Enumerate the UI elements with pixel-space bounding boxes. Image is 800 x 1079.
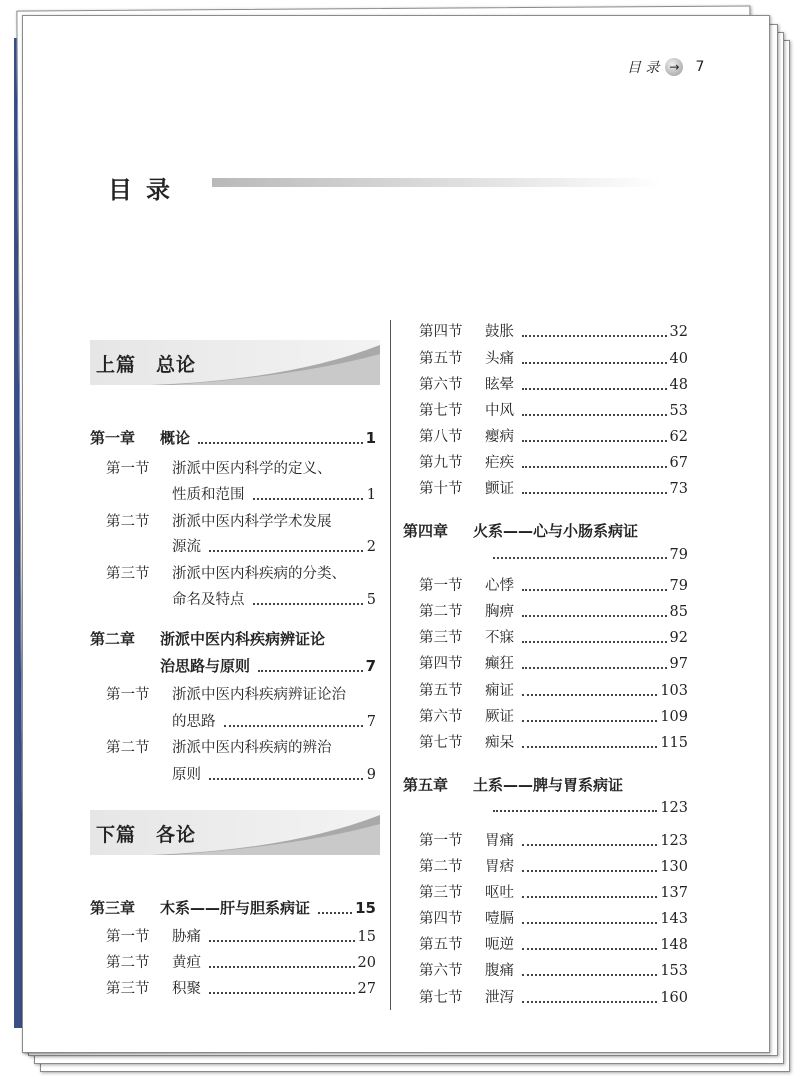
toc-title: 腹痛 (485, 963, 514, 979)
dot-leader (224, 725, 364, 727)
dot-leader (522, 896, 657, 898)
toc-title: 浙派中医内科疾病的辨治 (172, 740, 332, 756)
toc-label: 第四节 (419, 911, 463, 927)
dot-leader (318, 912, 352, 914)
toc-title: 原则 (172, 767, 201, 783)
toc-title: 胃痛 (485, 833, 514, 849)
toc-page-number: 85 (669, 604, 688, 620)
toc-title: 不寐 (485, 630, 514, 646)
toc-page-number: 20 (357, 955, 376, 971)
toc-label: 第四节 (419, 656, 463, 672)
toc-section-row[interactable] (419, 800, 688, 816)
toc-title: 土系——脾与胃系病证 (473, 776, 624, 794)
toc-label: 第八节 (419, 429, 463, 445)
toc-section-row[interactable] (106, 683, 376, 704)
toc-label: 第二节 (419, 604, 463, 620)
dot-leader (522, 694, 657, 696)
toc-title: 心悸 (485, 578, 514, 594)
toc-title: 浙派中医内科疾病辨证论治 (172, 687, 346, 703)
toc-title: 痴呆 (485, 735, 514, 751)
toc-page-number: 5 (366, 592, 376, 608)
toc-section-row[interactable] (419, 626, 688, 647)
toc-chapter-row[interactable] (90, 628, 376, 649)
toc-label: 第三节 (419, 630, 463, 646)
toc-label: 第三节 (106, 566, 150, 582)
toc-page-number: 1 (365, 429, 376, 447)
toc-label: 第一节 (419, 578, 463, 594)
toc-label: 第五节 (419, 351, 463, 367)
dot-leader (522, 414, 667, 416)
dot-leader (522, 974, 657, 976)
toc-title: 呕吐 (485, 885, 514, 901)
toc-chapter-row[interactable] (90, 655, 376, 676)
toc-page-number: 130 (660, 859, 688, 875)
toc-section-row[interactable] (106, 535, 376, 556)
toc-section-row[interactable] (106, 588, 376, 609)
toc-page-number: 7 (365, 657, 376, 675)
toc-title: 浙派中医内科疾病的分类、 (172, 566, 346, 582)
toc-label: 第六节 (419, 709, 463, 725)
toc-page-number: 153 (660, 963, 688, 979)
toc-page-number: 67 (669, 455, 688, 471)
toc-page-number: 32 (669, 324, 688, 340)
part-title: 下篇 各论 (96, 824, 197, 846)
part-banner-1 (90, 340, 380, 385)
toc-section-row[interactable] (419, 933, 688, 954)
toc-section-row[interactable] (419, 451, 688, 472)
toc-label: 第五节 (419, 683, 463, 699)
toc-label: 第九节 (419, 455, 463, 471)
dot-leader (253, 498, 364, 500)
toc-title: 木系——肝与胆系病证 (160, 899, 311, 917)
toc-page-number: 62 (669, 429, 688, 445)
toc-label: 第二节 (419, 859, 463, 875)
dot-leader (522, 440, 667, 442)
toc-section-row[interactable] (106, 457, 376, 478)
toc-section-row[interactable] (106, 736, 376, 757)
toc-label: 第一章 (90, 429, 136, 447)
toc-title: 胸痹 (485, 604, 514, 620)
dot-leader (522, 870, 657, 872)
column-divider (390, 320, 391, 1010)
toc-label: 第六节 (419, 963, 463, 979)
toc-title: 鼓胀 (485, 324, 514, 340)
toc-page-number: 97 (669, 656, 688, 672)
toc-title: 噎膈 (485, 911, 514, 927)
toc-label: 第二章 (90, 630, 136, 648)
toc-title: 命名及特点 (172, 592, 245, 608)
dot-leader (522, 492, 667, 494)
dot-leader (209, 778, 363, 780)
toc-page-number: 48 (669, 377, 688, 393)
toc-label: 第十节 (419, 481, 463, 497)
toc-label: 第二节 (106, 740, 150, 756)
dot-leader (522, 720, 657, 722)
dot-leader (522, 388, 667, 390)
toc-title: 颤证 (485, 481, 514, 497)
toc-section-row[interactable] (106, 951, 376, 972)
toc-section-row[interactable] (419, 731, 688, 752)
toc-label: 第七节 (419, 990, 463, 1006)
toc-label: 第一节 (106, 929, 150, 945)
toc-section-row[interactable] (106, 562, 376, 583)
toc-label: 第二节 (106, 514, 150, 530)
toc-label: 第二节 (106, 955, 150, 971)
toc-page-number: 160 (660, 990, 688, 1006)
toc-section-row[interactable] (419, 705, 688, 726)
toc-page-number: 73 (669, 481, 688, 497)
toc-title: 性质和范围 (172, 487, 245, 503)
running-header (627, 57, 704, 77)
dot-leader (522, 589, 667, 591)
toc-label: 第一节 (106, 687, 150, 703)
toc-chapter-row[interactable] (403, 774, 688, 795)
toc-section-row[interactable] (419, 855, 688, 876)
toc-title: 头痛 (485, 351, 514, 367)
toc-label: 第三章 (90, 899, 136, 917)
dot-leader (209, 550, 363, 552)
toc-section-row[interactable] (419, 574, 688, 595)
toc-page-number: 137 (660, 885, 688, 901)
toc-page-number: 115 (660, 735, 688, 751)
toc-title: 治思路与原则 (160, 657, 251, 675)
toc-chapter-row[interactable] (90, 897, 376, 918)
toc-page-number: 109 (660, 709, 688, 725)
page-title: 目录 (108, 176, 184, 204)
toc-label: 第五章 (403, 776, 449, 794)
toc-page-number: 15 (357, 929, 376, 945)
toc-section-row[interactable] (106, 763, 376, 784)
part-banner-2 (90, 810, 380, 855)
toc-section-row[interactable] (419, 959, 688, 980)
toc-title: 的思路 (172, 714, 216, 730)
dot-leader (253, 603, 364, 605)
toc-title: 中风 (485, 403, 514, 419)
dot-leader (522, 1001, 657, 1003)
toc-title: 胃痞 (485, 859, 514, 875)
toc-title: 积聚 (172, 981, 201, 997)
toc-title: 浙派中医内科学学术发展 (172, 514, 332, 530)
toc-section-row[interactable] (106, 510, 376, 531)
toc-label: 第七节 (419, 403, 463, 419)
toc-title: 痫证 (485, 683, 514, 699)
toc-section-row[interactable] (419, 399, 688, 420)
toc-label: 第一节 (106, 461, 150, 477)
toc-label: 第一节 (419, 833, 463, 849)
toc-label: 第三节 (106, 981, 150, 997)
toc-page-number: 2 (366, 539, 376, 555)
toc-page-number: 148 (660, 937, 688, 953)
dot-leader (522, 667, 667, 669)
toc-title: 疟疾 (485, 455, 514, 471)
toc-page-number: 79 (669, 547, 688, 563)
dot-leader (522, 641, 667, 643)
dot-leader (522, 362, 667, 364)
dot-leader (209, 966, 355, 968)
toc-section-row[interactable] (419, 477, 688, 498)
toc-label: 第六节 (419, 377, 463, 393)
toc-page-number: 15 (355, 899, 376, 917)
toc-page-number: 143 (660, 911, 688, 927)
toc-title: 眩晕 (485, 377, 514, 393)
toc-section-row[interactable] (419, 907, 688, 928)
part-title: 上篇 总论 (96, 354, 197, 376)
toc-page-number: 123 (660, 800, 688, 816)
dot-leader (209, 940, 355, 942)
toc-chapter-row[interactable] (90, 427, 376, 448)
dot-leader (522, 746, 657, 748)
toc-title: 源流 (172, 539, 201, 555)
toc-section-row[interactable] (419, 425, 688, 446)
toc-page-number: 1 (366, 487, 376, 503)
toc-section-row[interactable] (419, 829, 688, 850)
toc-section-row[interactable] (106, 925, 376, 946)
toc-page-number: 9 (366, 767, 376, 783)
toc-title: 胁痛 (172, 929, 201, 945)
dot-leader (522, 466, 667, 468)
toc-section-row[interactable] (419, 373, 688, 394)
toc-section-row[interactable] (419, 652, 688, 673)
toc-section-row[interactable] (419, 679, 688, 700)
toc-page-number: 7 (366, 714, 376, 730)
toc-label: 第四节 (419, 324, 463, 340)
toc-page-number: 79 (669, 578, 688, 594)
toc-label: 第四章 (403, 522, 449, 540)
toc-title: 厥证 (485, 709, 514, 725)
toc-label: 第五节 (419, 937, 463, 953)
header-section: 目 录 (627, 60, 660, 76)
toc-page-number: 40 (669, 351, 688, 367)
dot-leader (258, 670, 363, 672)
toc-section-row[interactable] (419, 547, 688, 563)
dot-leader (522, 335, 667, 337)
toc-page-number: 92 (669, 630, 688, 646)
toc-page-number: 123 (660, 833, 688, 849)
dot-leader (522, 922, 657, 924)
toc-section-row[interactable] (419, 320, 688, 341)
toc-label: 第七节 (419, 735, 463, 751)
toc-section-row[interactable] (106, 483, 376, 504)
toc-section-row[interactable] (419, 600, 688, 621)
toc-page-number: 53 (669, 403, 688, 419)
toc-section-row[interactable] (106, 710, 376, 731)
dot-leader (522, 948, 657, 950)
toc-section-row[interactable] (419, 347, 688, 368)
toc-title: 浙派中医内科疾病辨证论 (160, 630, 326, 648)
dot-leader (522, 844, 657, 846)
toc-label: 第三节 (419, 885, 463, 901)
toc-title: 黄疸 (172, 955, 201, 971)
toc-title: 泄泻 (485, 990, 514, 1006)
dot-leader (493, 557, 667, 559)
dot-leader (198, 442, 363, 444)
toc-title: 浙派中医内科学的定义、 (172, 461, 332, 477)
toc-title: 概论 (160, 429, 191, 447)
toc-section-row[interactable] (419, 881, 688, 902)
toc-title: 火系——心与小肠系病证 (473, 522, 639, 540)
dot-leader (209, 992, 355, 994)
arrow-right-circle-icon: → (665, 58, 683, 76)
page-number: 7 (695, 59, 705, 75)
toc-chapter-row[interactable] (403, 520, 688, 541)
dot-leader (493, 810, 657, 812)
toc-title: 呃逆 (485, 937, 514, 953)
toc-section-row[interactable] (106, 977, 376, 998)
toc-section-row[interactable] (419, 986, 688, 1007)
toc-title: 瘿病 (485, 429, 514, 445)
title-gradient-bar (212, 178, 662, 187)
toc-page-number: 27 (357, 981, 376, 997)
toc-title: 癫狂 (485, 656, 514, 672)
toc-page-number: 103 (660, 683, 688, 699)
dot-leader (522, 615, 667, 617)
